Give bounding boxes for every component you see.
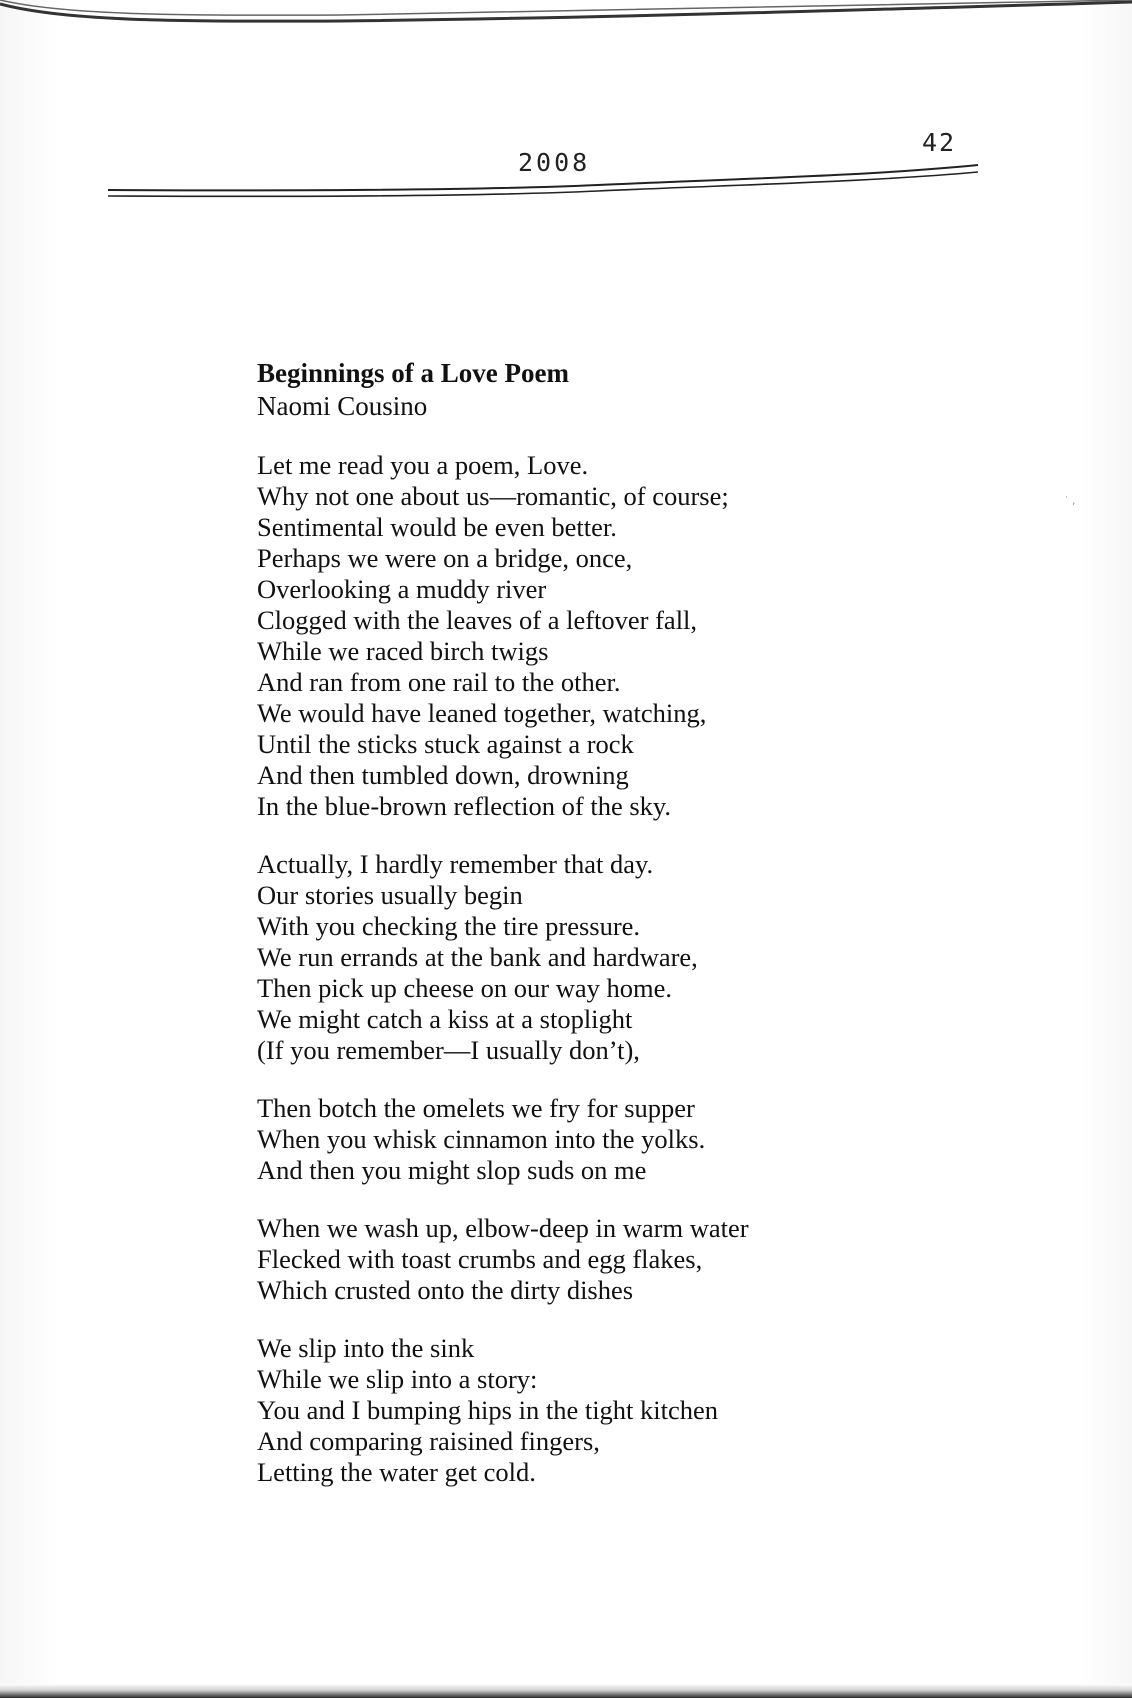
poem-line: And then you might slop suds on me xyxy=(257,1155,647,1185)
poem-line: When you whisk cinnamon into the yolks. xyxy=(257,1124,706,1154)
poem-stanza xyxy=(257,1093,877,1186)
poem-stanza xyxy=(257,1333,877,1488)
poem-line: Letting the water get cold. xyxy=(257,1457,536,1487)
poem-line: Perhaps we were on a bridge, once, xyxy=(257,543,633,573)
header-rule xyxy=(108,160,978,200)
poem-line: We run errands at the bank and hardware, xyxy=(257,942,698,972)
page-top-curl xyxy=(0,0,1132,40)
poem-line: And then tumbled down, drowning xyxy=(257,760,629,790)
poem-line: Sentimental would be even better. xyxy=(257,512,617,542)
poem-line: Clogged with the leaves of a leftover fall, xyxy=(257,605,698,635)
poem-line: In the blue-brown reflection of the sky. xyxy=(257,791,672,821)
poem-line: And comparing raisined fingers, xyxy=(257,1426,600,1456)
poem xyxy=(257,356,877,1515)
poem-stanza xyxy=(257,450,877,822)
poem-line: Why not one about us—romantic, of course; xyxy=(257,481,729,511)
stray-mark: ˙ , xyxy=(1064,496,1076,507)
poem-line: And ran from one rail to the other. xyxy=(257,667,621,697)
poem-line: Actually, I hardly remember that day. xyxy=(257,849,654,879)
page-bottom-edge xyxy=(0,1684,1132,1698)
running-header-year: 2008 xyxy=(518,148,591,177)
poem-line: Which crusted onto the dirty dishes xyxy=(257,1275,634,1305)
poem-stanza xyxy=(257,1213,877,1306)
poem-line: Our stories usually begin xyxy=(257,880,523,910)
poem-line: Overlooking a muddy river xyxy=(257,574,547,604)
poem-line: Until the sticks stuck against a rock xyxy=(257,729,634,759)
poem-title: Beginnings of a Love Poem xyxy=(257,358,570,388)
poem-line: With you checking the tire pressure. xyxy=(257,911,641,941)
poem-line: Flecked with toast crumbs and egg flakes, xyxy=(257,1244,703,1274)
poem-line: (If you remember—I usually don’t), xyxy=(257,1035,640,1065)
poem-line: While we slip into a story: xyxy=(257,1364,538,1394)
poem-body xyxy=(257,450,877,1488)
poem-line: Let me read you a poem, Love. xyxy=(257,450,589,480)
poem-line: Then botch the omelets we fry for supper xyxy=(257,1093,695,1123)
poem-line: We would have leaned together, watching, xyxy=(257,698,707,728)
poem-line: We might catch a kiss at a stoplight xyxy=(257,1004,633,1034)
page-number: 42 xyxy=(922,128,957,157)
poem-line: We slip into the sink xyxy=(257,1333,475,1363)
poem-author: Naomi Cousino xyxy=(257,391,428,421)
poem-line: Then pick up cheese on our way home. xyxy=(257,973,673,1003)
poem-line: You and I bumping hips in the tight kitchen xyxy=(257,1395,719,1425)
poem-line: When we wash up, elbow-deep in warm water xyxy=(257,1213,749,1243)
poem-stanza xyxy=(257,849,877,1066)
poem-line: While we raced birch twigs xyxy=(257,636,549,666)
